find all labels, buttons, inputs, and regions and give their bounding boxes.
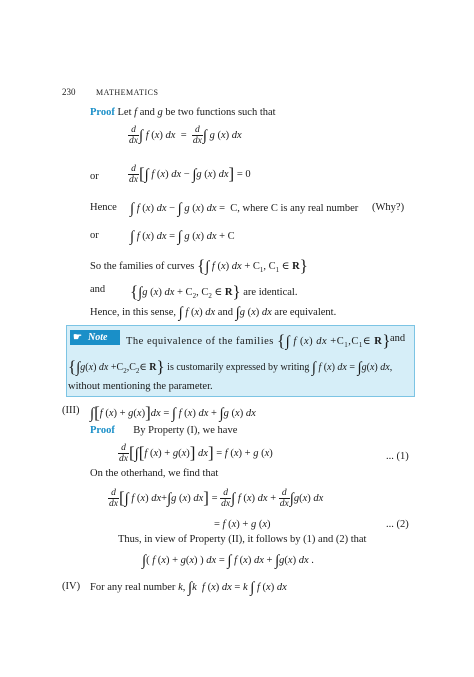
or-label-2: or bbox=[90, 230, 99, 241]
equation-3-3: ∫( f (x) + g(x) ) dx = ∫ f (x) dx + ∫g(x) dx . bbox=[142, 553, 314, 569]
otherhand-text: On the otherhand, we find that bbox=[90, 468, 219, 479]
equation-difference-constant: ∫ f (x) dx − ∫ g (x) dx = C, where C is any real number bbox=[130, 201, 359, 217]
conclusion-c: are equivalent. bbox=[274, 307, 337, 318]
property-3-statement: ∫[f (x) + g(x)]dx = ∫ f (x) dx + ∫g (x) dx bbox=[90, 403, 256, 422]
identical-text: are identical. bbox=[243, 287, 298, 298]
equation-derivative-zero: $\frac{d}{dx}$ [∫ f (x) dx − ∫g (x) dx] = 0 bbox=[129, 163, 251, 185]
why-note: (Why?) bbox=[372, 202, 405, 213]
thus-text: Thus, in view of Property (II), it follows by (1) and (2) that bbox=[118, 534, 367, 545]
conclusion-line: Hence, in this sense, ∫ f (x) dx and ∫g (x) dx are equivalent. bbox=[90, 305, 337, 321]
property-3-proof-line bbox=[90, 424, 237, 437]
equation-derivative-equal: $\frac{d}{dx}$ ∫ f (x) dx = $\frac{d}{dx}$ ∫ g (x) dx bbox=[129, 125, 242, 146]
conclusion-a: Hence, in this sense, bbox=[90, 307, 177, 318]
equation-plus-constant: ∫ f (x) dx = ∫ g (x) dx + C bbox=[130, 229, 235, 245]
families-line: So the families of curves {∫ f (x) dx + $C_1$, $C_1$ ∈ R} bbox=[90, 256, 308, 275]
note-line-2: {∫g(x) dx $+C_2,C_2\in$ R} is customarily expressed by writing ∫ f (x) dx = ∫g(x) dx, bbox=[68, 357, 393, 376]
note-and: and bbox=[390, 333, 406, 344]
equation-3-1: $\frac{d}{dx}$ [∫[f (x) + g(x)] dx] = f (x) + g (x) bbox=[119, 442, 273, 464]
equation-tag-1: ... (1) bbox=[386, 451, 409, 462]
proof-intro-text: Let f and g be two functions such that bbox=[117, 107, 276, 118]
proof-intro-line bbox=[90, 106, 276, 119]
or-label-1: or bbox=[90, 171, 99, 182]
by-property-text: By Property (I), we have bbox=[133, 425, 238, 436]
equation-3-2a: $\frac{d}{dx}$ [∫ f (x) dx+∫g (x) dx] = $\frac{d}{dx}$ ∫ f (x) dx + $\frac{d}{dx}$ ∫g(x) dx bbox=[109, 487, 324, 509]
note-tag bbox=[70, 330, 120, 345]
running-title: MATHEMATICS bbox=[96, 88, 159, 97]
note-line-1: The equivalence of the families {∫ f (x) dx $+C_1,C_1\in$ R} bbox=[126, 331, 392, 350]
family2-line: {∫g (x) dx + $C_2$, $C_2$ ∈ R} are identical. bbox=[130, 282, 298, 301]
property-4-number: (IV) bbox=[62, 581, 81, 592]
proof-label-2: Proof bbox=[90, 425, 115, 436]
families-text: So the families of curves bbox=[90, 261, 195, 272]
note-label: Note bbox=[88, 332, 108, 343]
property-4-statement: For any real number k, ∫k f (x) dx = k ∫ f (x) dx bbox=[90, 580, 287, 596]
equation-tag-2: ... (2) bbox=[386, 519, 409, 530]
equation-3-2b: = f (x) + g (x) bbox=[214, 519, 271, 530]
and-label: and bbox=[90, 284, 106, 295]
property-3-number: (III) bbox=[62, 405, 80, 416]
note-line2-text: is customarily expressed by writing bbox=[167, 362, 310, 373]
proof-label: Proof bbox=[90, 107, 115, 118]
page-number: 230 bbox=[62, 87, 76, 97]
note-line1-text: The equivalence of the families bbox=[126, 336, 274, 347]
hence-label: Hence bbox=[90, 202, 117, 213]
note-line-3: without mentioning the parameter. bbox=[68, 381, 213, 392]
pointing-hand-icon: ☛ bbox=[73, 332, 82, 343]
